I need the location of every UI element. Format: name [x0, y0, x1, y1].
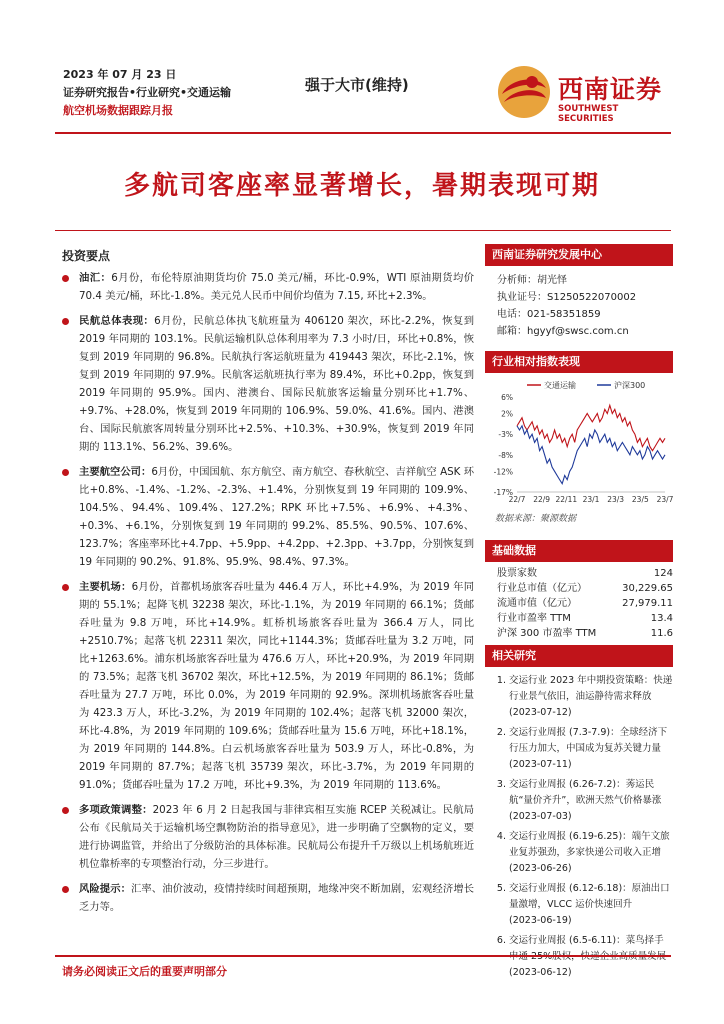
research-date: (2023-06-19) — [509, 915, 572, 926]
research-date: (2023-06-26) — [509, 863, 572, 874]
point-head: 主要航空公司： — [79, 466, 152, 478]
section-title: 投资要点 — [62, 249, 111, 263]
research-date: (2023-07-03) — [509, 811, 572, 822]
point-head: 油汇： — [79, 272, 112, 284]
chart-lines — [517, 405, 665, 483]
report-header — [63, 66, 231, 120]
y-tick-label: -12% — [493, 467, 513, 477]
point-oil — [62, 269, 474, 305]
chart-source: 数据来源：聚源数据 — [495, 514, 577, 524]
y-tick-label: 6% — [501, 393, 513, 402]
list-item[interactable] — [509, 829, 673, 877]
row-value: 27,979.11 — [622, 598, 673, 609]
list-item[interactable] — [509, 777, 673, 825]
y-axis — [494, 393, 665, 497]
table-row — [485, 566, 673, 581]
bullet-icon — [62, 584, 69, 591]
x-axis — [509, 495, 673, 504]
header-divider — [55, 132, 671, 134]
research-title[interactable]: 交运行业周报 (7.3-7.9)：全球经济下行压力加大，中国成为复苏关键力量 — [509, 727, 668, 754]
row-value: 11.6 — [650, 628, 673, 639]
analyst-email[interactable]: 邮箱：hgyyf@swsc.com.cn — [497, 326, 629, 337]
row-label: 行业市盈率 TTM — [497, 613, 571, 624]
table-row — [485, 596, 673, 611]
point-text: 6月份，中国国航、东方航空、南方航空、春秋航空、吉祥航空 ASK 环比+0.8%、-1.4%、-1.2%、-2.3%、+1.4%，分别恢复到 19 年同期的 109.9%、104.5%、94.4%、109.4%、127.2%；RPK 环比+7.5%、+6.9%、+4.3%、+0.3%、+6.1%，分别恢复到 19 年同期的 99.2%、85.5%、90.5%、107.6%、123.7%；客座率环比+4.7pp、+5.9pp、+4.2pp、+2.3pp、+3.7pp，分别恢复到 19 年同期的 90.2%、91.8%、95.9%、98.4%、97.3%。 — [79, 466, 475, 568]
basic-table — [485, 566, 673, 641]
list-item[interactable] — [509, 933, 673, 981]
point-aviation — [62, 312, 474, 456]
bullet-icon — [62, 318, 69, 325]
index-chart-block — [485, 351, 673, 524]
company-logo — [496, 64, 676, 124]
legend-hs300: 沪深300 — [614, 381, 646, 390]
row-label: 流通市值（亿元） — [497, 598, 577, 609]
report-type: 证券研究报告•行业研究•交通运输 — [63, 86, 232, 99]
x-tick-label: 22/7 — [508, 495, 526, 504]
bullet-icon — [62, 469, 69, 476]
research-title[interactable]: 交运行业周报 (6.26-7.2)：莠运民航“量价齐升”，欧洲天然气价格暴涨 — [509, 779, 662, 806]
key-points — [62, 269, 474, 923]
bullet-icon — [62, 275, 69, 282]
series-line-transport — [517, 405, 665, 450]
logo-cn: 西南证券 — [558, 75, 663, 104]
related-research-block — [485, 645, 673, 985]
analyst-license: 执业证号：S1250522070002 — [497, 292, 637, 303]
research-title[interactable]: 交运行业周报 (6.19-6.25)：端午文旅业复苏强劲，多家快递公司收入正增 — [509, 831, 670, 858]
point-head: 多项政策调整： — [79, 804, 153, 816]
point-text: 6月份，布伦特原油期货均价 75.0 美元/桶，环比-0.9%，WTI 原油期货均价 70.4 美元/桶，环比-1.8%。美元兑人民币中间价均值为 7.15, 环比+2.3%。 — [79, 272, 474, 302]
x-tick-label: 23/5 — [631, 495, 649, 504]
footer-disclaimer[interactable]: 请务必阅读正文后的重要声明部分 — [62, 965, 227, 978]
research-date: (2023-06-12) — [509, 967, 572, 978]
legend-transport: 交通运输 — [544, 381, 576, 390]
point-head: 主要机场： — [79, 581, 132, 593]
point-text: 2023 年 6 月 2 日起我国与菲律宾相互实施 RCEP 关税减让。民航局公布《民航局关于运输机场空飘物防治的指导意见》，进一步明确了空飘物的定义，要进行协调监管，并给出了分级防治的具体标准。民航局公布提升千万级以上机场航班近机位靠桥率的专项整治行动，分三步进行。 — [79, 804, 475, 870]
point-head: 风险提示： — [79, 883, 131, 895]
footer-divider — [55, 955, 671, 957]
research-date: (2023-07-11) — [509, 759, 572, 770]
report-date: 2023 年 07 月 23 日 — [63, 68, 177, 81]
point-policy — [62, 801, 474, 873]
basic-header: 基础数据 — [485, 540, 673, 562]
index-line-chart — [485, 377, 673, 507]
logo-emblem-icon — [496, 64, 552, 120]
analyst-header: 西南证券研究发展中心 — [485, 244, 673, 266]
chart-header: 行业相对指数表现 — [485, 351, 673, 373]
bullet-icon — [62, 886, 69, 893]
list-item[interactable] — [509, 881, 673, 929]
page-title: 多航司客座率显著增长，暑期表现可期 — [123, 171, 600, 201]
point-text: 6月份，首都机场旅客吞吐量为 446.4 万人，环比+4.9%，为 2019 年同期的 55.1%；起降飞机 32238 架次，环比-1.1%，为 2019 年同期的 66.1%；货邮吞吐量为 9.8 万吨，环比+14.9%。虹桥机场旅客吞吐量为 366.4 万人，同比+2510.7%；起落飞机 22311 架次，同比+1144.3%；货邮吞吐量为 3.2 万吨，同比+1263.6%。浦东机场旅客吞吐量为 476.6 万人，环比+20.9%，为 2019 年同期的 73.5%；起落飞机 36702 架次，环比+12.5%，为 2019 年同期的 86.1%；货邮吞吐量为 27.7 万吨，环比 0.0%，为 2019 年同期的 92.9%。深圳机场旅客吞吐量为 423.3 万人，环比-3.2%，为 2019 年同期的 102.4%；起落飞机 32000 架次，环比-4.8%，为 2019 年同期的 109.6%；货邮吞吐量为 15.6 万吨，环比+18.1%，为 2019 年同期的 144.8%。白云机场旅客吞吐量为 503.9 万人，环比-0.8%，为 2019 年同期的 87.7%；起落飞机 35739 架次，环比-3.7%，为 2019 年同期的 91.0%；货邮吞吐量为 17.2 万吨，环比+9.3%，为 2019 年同期的 113.6%。 — [79, 581, 474, 791]
table-row — [485, 611, 673, 626]
research-title[interactable]: 交运行业周报 (6.5-6.11)：菜鸟择手 — [509, 935, 664, 946]
point-text: 汇率、油价波动，疫情持续时间超预期，地缘冲突不断加剧，宏观经济增长乏力等。 — [79, 883, 475, 913]
y-tick-label: -8% — [498, 450, 513, 460]
row-value: 13.4 — [650, 613, 673, 624]
x-tick-label: 22/11 — [555, 495, 578, 504]
table-row — [485, 581, 673, 596]
point-text: 6月份，民航总体执飞航班量为 406120 架次，环比-2.2%，恢复到 2019 年同期的 103.1%。民航运输机队总体利用率为 7.3 小时/日，环比+0.8%，恢复到 2019 年同期的 96.8%。民航执行客运航班量为 419443 架次，环比-2.1%，恢复到 2019 年同期的 97.9%。民航客运航班执行率为 89.4%，环比+0.2pp，恢复到 2019 年同期的 95.9%。国内、港澳台、国际民航旅客运输量分别环比+1.7%、+9.7%、+28.0%，恢复到 2019 年同期的 106.9%、59.0%、41.6%。国内、港澳台、国际民航旅客周转量分别环比+2.5%、+10.3%、+30.9%，恢复到 2019 年同期的 113.1%、56.2%、39.6%。 — [79, 315, 475, 453]
analyst-phone: 电话：021-58351859 — [497, 309, 601, 320]
point-head: 民航总体表现： — [79, 315, 155, 327]
list-item[interactable] — [509, 673, 673, 721]
point-risk — [62, 880, 474, 916]
research-title[interactable]: 交运行业 2023 年中期投资策略：快递行业景气依旧，油运静待需求释放 — [509, 675, 673, 702]
rating: 强于大市(维持) — [305, 76, 409, 94]
basic-data-block — [485, 540, 673, 641]
point-airlines — [62, 463, 474, 571]
x-tick-label: 23/3 — [607, 495, 625, 504]
logo-en: SOUTHWEST SECURITIES — [558, 104, 619, 124]
row-label: 行业总市值（亿元） — [497, 583, 587, 594]
row-value: 30,229.65 — [622, 583, 673, 594]
report-series: 航空机场数据跟踪月报 — [63, 104, 173, 117]
y-tick-label: 2% — [501, 409, 513, 419]
row-label: 沪深 300 市盈率 TTM — [497, 628, 597, 639]
point-airports — [62, 578, 474, 794]
research-date: (2023-07-12) — [509, 707, 572, 718]
y-tick-label: -17% — [493, 488, 513, 497]
chart-legend — [527, 380, 645, 390]
bullet-icon — [62, 807, 69, 814]
x-tick-label: 23/1 — [582, 495, 600, 504]
list-item[interactable] — [509, 725, 673, 773]
analyst-block — [485, 244, 673, 340]
research-header: 相关研究 — [485, 645, 673, 667]
table-row — [485, 626, 673, 641]
title-divider — [55, 230, 671, 231]
x-tick-label: 23/7 — [656, 495, 673, 504]
y-tick-label: -3% — [498, 430, 513, 440]
research-list — [485, 673, 673, 981]
x-tick-label: 22/9 — [533, 495, 551, 504]
analyst-info — [485, 272, 673, 340]
row-label: 股票家数 — [497, 568, 537, 579]
analyst-name: 分析师：胡光怿 — [497, 275, 567, 286]
research-title[interactable]: 交运行业周报 (6.12-6.18)：原油出口量激增，VLCC 运价快速回升 — [509, 883, 670, 910]
row-value: 124 — [653, 568, 673, 579]
